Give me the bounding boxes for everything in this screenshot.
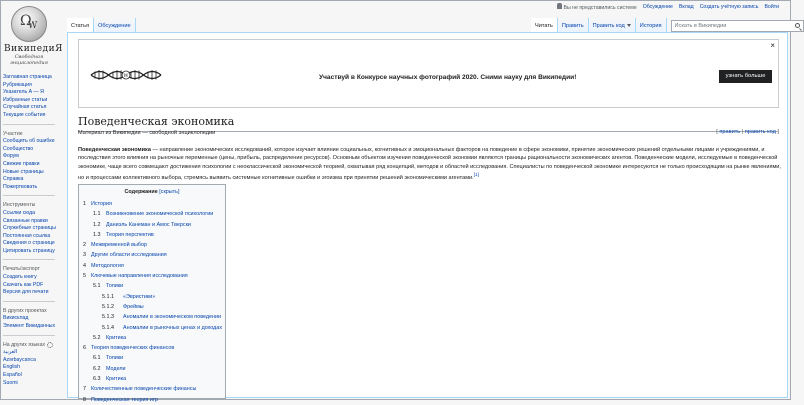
sidebar-item-donate[interactable]: Пожертвовать <box>3 183 38 190</box>
tab-article[interactable]: Статья <box>67 18 94 32</box>
sidebar-item-main-page[interactable]: Заглавная страница <box>3 74 52 80</box>
sidebar-heading-tools: Инструменты <box>3 202 36 209</box>
toc-item-number: 6.1 <box>93 355 101 362</box>
toc-item-number: 5.1 <box>93 283 101 290</box>
sidebar-item-print-version[interactable]: Версия для печати <box>3 289 49 296</box>
toc-item-number: 6 <box>83 345 86 352</box>
toc-item[interactable] <box>79 364 225 374</box>
sidebar-lang-arabic[interactable]: العربية <box>3 349 18 356</box>
content-area <box>67 32 788 403</box>
tab-edit-code-label: Править код <box>592 23 625 29</box>
namespace-tabs <box>67 18 136 32</box>
toc-item[interactable] <box>79 333 225 343</box>
tab-read[interactable]: Читать <box>531 18 558 32</box>
toc-item-link[interactable]: Топики <box>106 355 124 362</box>
sidebar-item-categories[interactable]: Рубрикация <box>3 81 32 88</box>
sidebar-lang-finnish[interactable]: Suomi <box>3 379 18 386</box>
dna-icon <box>91 68 161 82</box>
sidebar-item-help[interactable]: Справка <box>3 176 24 183</box>
toc-item[interactable] <box>79 302 225 312</box>
sidebar-heading-print: Печать/экспорт <box>3 266 40 273</box>
toc-item-link[interactable]: История <box>91 201 112 207</box>
toc-item[interactable] <box>79 353 225 363</box>
edit-code-link[interactable]: править код <box>744 129 776 135</box>
sidebar-lang-azerbaijani[interactable]: Azərbaycanca <box>3 356 36 363</box>
toc-item[interactable] <box>79 261 225 271</box>
personal-tools <box>557 3 779 11</box>
toc-item[interactable] <box>79 312 225 322</box>
sidebar-main <box>3 74 63 120</box>
toc-toggle[interactable]: [скрыть] <box>159 189 180 195</box>
tab-edit-code[interactable] <box>589 18 636 32</box>
logo-title: ВикипедиЯ <box>4 44 63 54</box>
learn-more-button[interactable]: узнать больше <box>719 70 772 83</box>
sidebar-item-current-events[interactable]: Текущие события <box>3 111 46 118</box>
view-tabs <box>531 18 804 32</box>
toc-item-link[interactable]: Методология <box>91 262 124 269</box>
toc-title: Содержание <box>124 189 158 195</box>
toc-item-number: 6.2 <box>93 365 101 372</box>
contest-banner <box>78 39 779 108</box>
edit-link[interactable]: править <box>719 129 741 135</box>
globe-icon <box>11 6 47 42</box>
site-tagline: Материал из Википедии — свободной энциклопедии <box>78 130 216 136</box>
toc-item-link[interactable]: Аномалии в экономическом поведении <box>123 314 222 321</box>
toc-item-number: 5.1.3 <box>102 314 114 321</box>
edit-links: [ править | править код ] <box>716 129 779 135</box>
sidebar-item-community[interactable]: Сообщество <box>3 145 34 152</box>
search-icon[interactable] <box>795 23 800 28</box>
toc-item-number: 5 <box>83 273 86 280</box>
anon-status <box>557 3 637 11</box>
sidebar-divider <box>3 259 55 260</box>
sidebar-item-download-pdf[interactable]: Скачать как PDF <box>3 281 44 288</box>
toc-item-link[interactable]: Топики <box>106 283 124 290</box>
sidebar-divider <box>3 301 55 302</box>
sidebar-item-featured[interactable]: Избранные статьи <box>3 96 48 103</box>
toc-item-number: 6.3 <box>93 376 101 383</box>
svg-text:W: W <box>123 73 129 79</box>
sidebar-item-special-pages[interactable]: Служебные страницы <box>3 225 56 232</box>
sidebar-lang-spanish[interactable]: Español <box>3 372 22 378</box>
anon-status-text: Вы не представились системе <box>563 5 637 11</box>
toc-item[interactable] <box>79 240 225 250</box>
sidebar-heading-languages <box>3 342 63 350</box>
sidebar-item-related-changes[interactable]: Связанные правки <box>3 217 48 224</box>
toc-item-link[interactable]: Модели <box>106 365 126 372</box>
toc-item-number: 8 <box>83 396 86 403</box>
user-icon <box>557 3 562 9</box>
toc-item-link[interactable]: Количественные поведенческие финансы <box>91 386 197 393</box>
sidebar <box>3 74 63 387</box>
banner-text: Участвуй в Конкурсе научных фотографий 2020. Сними науку для Википедии! <box>319 74 577 81</box>
banner-close-button[interactable]: × <box>770 41 775 50</box>
toc-item-number: 1.3 <box>93 231 101 238</box>
toc-item-link[interactable]: Другие области исследования <box>91 252 167 259</box>
toc-item[interactable] <box>79 323 225 333</box>
toc-item[interactable] <box>79 209 225 219</box>
personal-login-link[interactable]: Войти <box>764 4 779 10</box>
lead-paragraph <box>78 146 783 182</box>
sidebar-divider <box>3 335 55 336</box>
toc-item[interactable] <box>79 292 225 302</box>
toc-item-number: 5.1.2 <box>102 303 114 310</box>
toc-item[interactable] <box>79 374 225 384</box>
sidebar-item-recent-changes[interactable]: Свежие правки <box>3 160 40 167</box>
toc-item[interactable] <box>79 199 225 209</box>
sidebar-item-wikidata[interactable]: Элемент Викиданных <box>3 323 56 330</box>
toc-item[interactable] <box>79 384 225 394</box>
sidebar-item-cite[interactable]: Цитировать страницу <box>3 247 55 254</box>
search-input[interactable] <box>671 20 804 32</box>
sidebar-item-report-error[interactable]: Сообщить об ошибке <box>3 138 55 145</box>
toc-item[interactable] <box>79 250 225 260</box>
sidebar-item-new-pages[interactable]: Новые страницы <box>3 168 44 175</box>
toc-item[interactable] <box>79 230 225 240</box>
toc-item[interactable] <box>79 220 225 230</box>
gear-icon[interactable] <box>47 342 53 348</box>
toc-item-number: 5.1.4 <box>102 324 114 331</box>
search-placeholder: Искать в Википедии <box>674 23 727 29</box>
sidebar-heading-projects: В других проектах <box>3 307 47 314</box>
toc-item-number: 7 <box>83 386 86 393</box>
sidebar-item-what-links-here[interactable]: Ссылки сюда <box>3 209 35 216</box>
toc-list <box>79 199 225 405</box>
toc-item-link[interactable]: Фреймы <box>123 303 144 310</box>
toc-item-link[interactable]: Возникновение экономической психологии <box>106 211 214 218</box>
toc-header <box>79 189 225 195</box>
toc-item-link[interactable]: «Эвристики» <box>123 293 156 300</box>
tab-history[interactable]: История <box>636 18 667 32</box>
personal-contributions-link[interactable]: Вклад <box>678 4 694 10</box>
tab-edit[interactable]: Править <box>558 18 589 32</box>
toc-item-number: 2 <box>83 242 86 249</box>
toc-item[interactable] <box>79 343 225 353</box>
toc-item-link[interactable]: Даниэль Канеман и Амос Тверски <box>106 221 191 228</box>
toc-item-link[interactable]: Аномалии в рыночных ценах и доходах <box>123 324 223 331</box>
page-title: Поведенческая экономика <box>78 115 778 132</box>
tab-talk[interactable]: Обсуждение <box>94 18 136 32</box>
sidebar-item-index[interactable]: Указатель А — Я <box>3 89 44 96</box>
wikipedia-logo[interactable] <box>4 4 63 70</box>
lead-term: Поведенческая экономика <box>78 147 151 153</box>
chevron-down-icon <box>627 24 631 27</box>
toc-item-link[interactable]: Критика <box>106 376 127 383</box>
sidebar-item-page-info[interactable]: Сведения о странице <box>3 240 55 247</box>
footnote-link[interactable]: [1] <box>473 171 479 177</box>
personal-talk-link[interactable]: Обсуждение <box>642 4 673 10</box>
sidebar-lang-english[interactable]: English <box>3 364 21 371</box>
languages-heading-label: На других языках <box>3 341 46 348</box>
toc-item[interactable] <box>79 271 225 281</box>
sidebar-item-random[interactable]: Случайная статья <box>3 104 47 111</box>
toc-item-number: 5.1.1 <box>102 293 114 300</box>
sidebar-item-forum[interactable]: Форум <box>3 153 19 160</box>
toc-item-number: 1.1 <box>93 211 101 218</box>
toc-item-link[interactable]: Теория перспектив <box>106 231 154 238</box>
sidebar-heading-participation: Участие <box>3 130 23 137</box>
sidebar-divider <box>3 195 55 196</box>
toc-item-number: 4 <box>83 262 86 269</box>
toc-item-number: 1 <box>83 201 86 207</box>
toc-item-link[interactable]: Критика <box>106 334 127 341</box>
toc-item-number: 5.2 <box>93 334 101 341</box>
toc-item-link[interactable]: Поведенческая теория игр <box>91 396 158 403</box>
toc-item-number: 3 <box>83 252 86 259</box>
logo-subtitle: Свободная энциклопедия <box>10 54 48 66</box>
sidebar-item-permalink[interactable]: Постоянная ссылка <box>3 232 51 239</box>
toc-item[interactable] <box>79 395 225 405</box>
sidebar-item-create-book[interactable]: Создать книгу <box>3 274 37 281</box>
personal-create-account-link[interactable]: Создать учётную запись <box>699 4 759 10</box>
sidebar-item-commons[interactable]: Викисклад <box>3 315 29 322</box>
sidebar-divider <box>3 124 55 125</box>
toc-item[interactable] <box>79 281 225 291</box>
table-of-contents <box>78 184 226 403</box>
toc-item-link[interactable]: Ключевые направления исследования <box>91 273 188 280</box>
lead-text: — направление экономических исследований, которое изучает влияние социальных, когнитивных и эмоциональных факторов на поведение в сфере экономики, принятие экономических решений отдельными лицами и учреждениями, и последствия этого влияния на рыночные переменные (цены, прибыль, распределение ресурсов). Основным объектом изучения поведенческой экономии являются границы рациональности экономических агентов. Поведенческие модели, исследуемые в поведенческой экономике, чаще всего совмещают достижения психологии с неоклассической экономической теорией, охватывая ряд концепций, методов и областей исследования. Специалисты по поведенческой экономике интересуются не только происходящим на рынке явлениями, но и процессами коллективного выбора, стремясь выявить системные когнитивные ошибки и эгоизма при принятии решений экономическими агентами. <box>78 147 781 181</box>
toc-item-link[interactable]: Теория поведенческих финансов <box>91 345 175 352</box>
toc-item-number: 1.2 <box>93 221 101 228</box>
toc-item-link[interactable]: Межвременной выбор <box>91 242 147 249</box>
